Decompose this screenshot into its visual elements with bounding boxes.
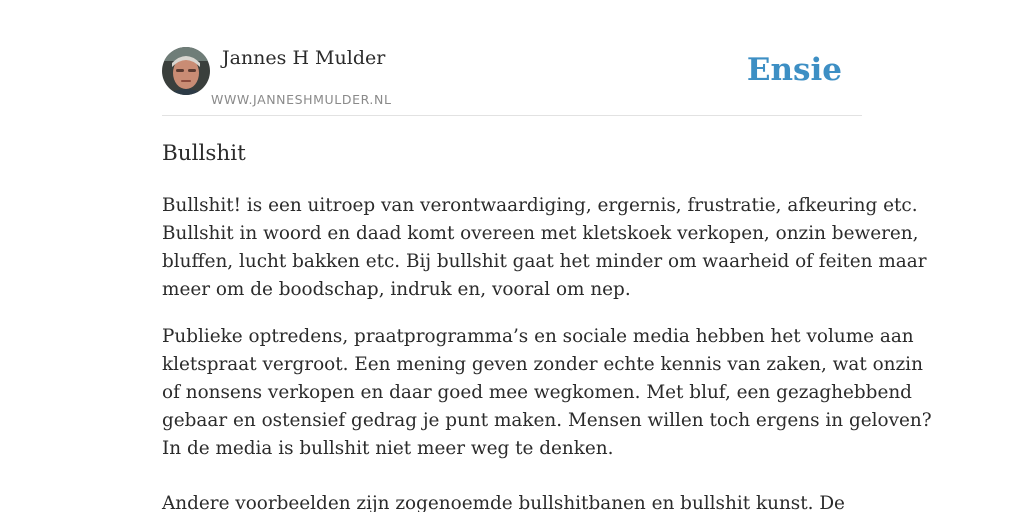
article-paragraph-1 xyxy=(162,192,927,304)
article-paragraph-3 xyxy=(162,490,864,512)
article-paragraph-2 xyxy=(162,323,932,463)
paragraph-line: of nonsens verkopen en daar goed mee wegkomen. Met bluf, een gezaghebbend xyxy=(162,382,912,403)
paragraph-line: In de media is bullshit niet meer weg te denken. xyxy=(162,438,614,459)
paragraph-line: Publieke optredens, praatprogramma’s en sociale media hebben het volume aan xyxy=(162,326,914,347)
avatar-photo-icon xyxy=(162,47,210,95)
paragraph-line: bluffen, lucht bakken etc. Bij bullshit gaat het minder om waarheid of feiten maar xyxy=(162,251,927,272)
avatar[interactable] xyxy=(162,47,210,95)
paragraph-line: meer om de boodschap, indruk en, vooral om nep. xyxy=(162,279,631,300)
paragraph-line: Bullshit in woord en daad komt overeen met kletskoek verkopen, onzin beweren, xyxy=(162,223,919,244)
brand-logo[interactable]: Ensie xyxy=(746,52,842,88)
paragraph-line: gebaar en ostensief gedrag je punt maken. Mensen willen toch ergens in geloven? xyxy=(162,410,932,431)
header-divider xyxy=(162,115,862,116)
article-title: Bullshit xyxy=(162,141,246,166)
author-website-link[interactable]: WWW.JANNESHMULDER.NL xyxy=(211,92,392,107)
paragraph-line: Bullshit! is een uitroep van verontwaardiging, ergernis, frustratie, afkeuring etc. xyxy=(162,195,918,216)
paragraph-line: kletspraat vergroot. Een mening geven zonder echte kennis van zaken, wat onzin xyxy=(162,354,923,375)
author-header xyxy=(162,46,862,116)
paragraph-line: Andere voorbeelden zijn zogenoemde bullshitbanen en bullshit kunst. De xyxy=(162,493,845,512)
author-name[interactable]: Jannes H Mulder xyxy=(222,47,386,69)
